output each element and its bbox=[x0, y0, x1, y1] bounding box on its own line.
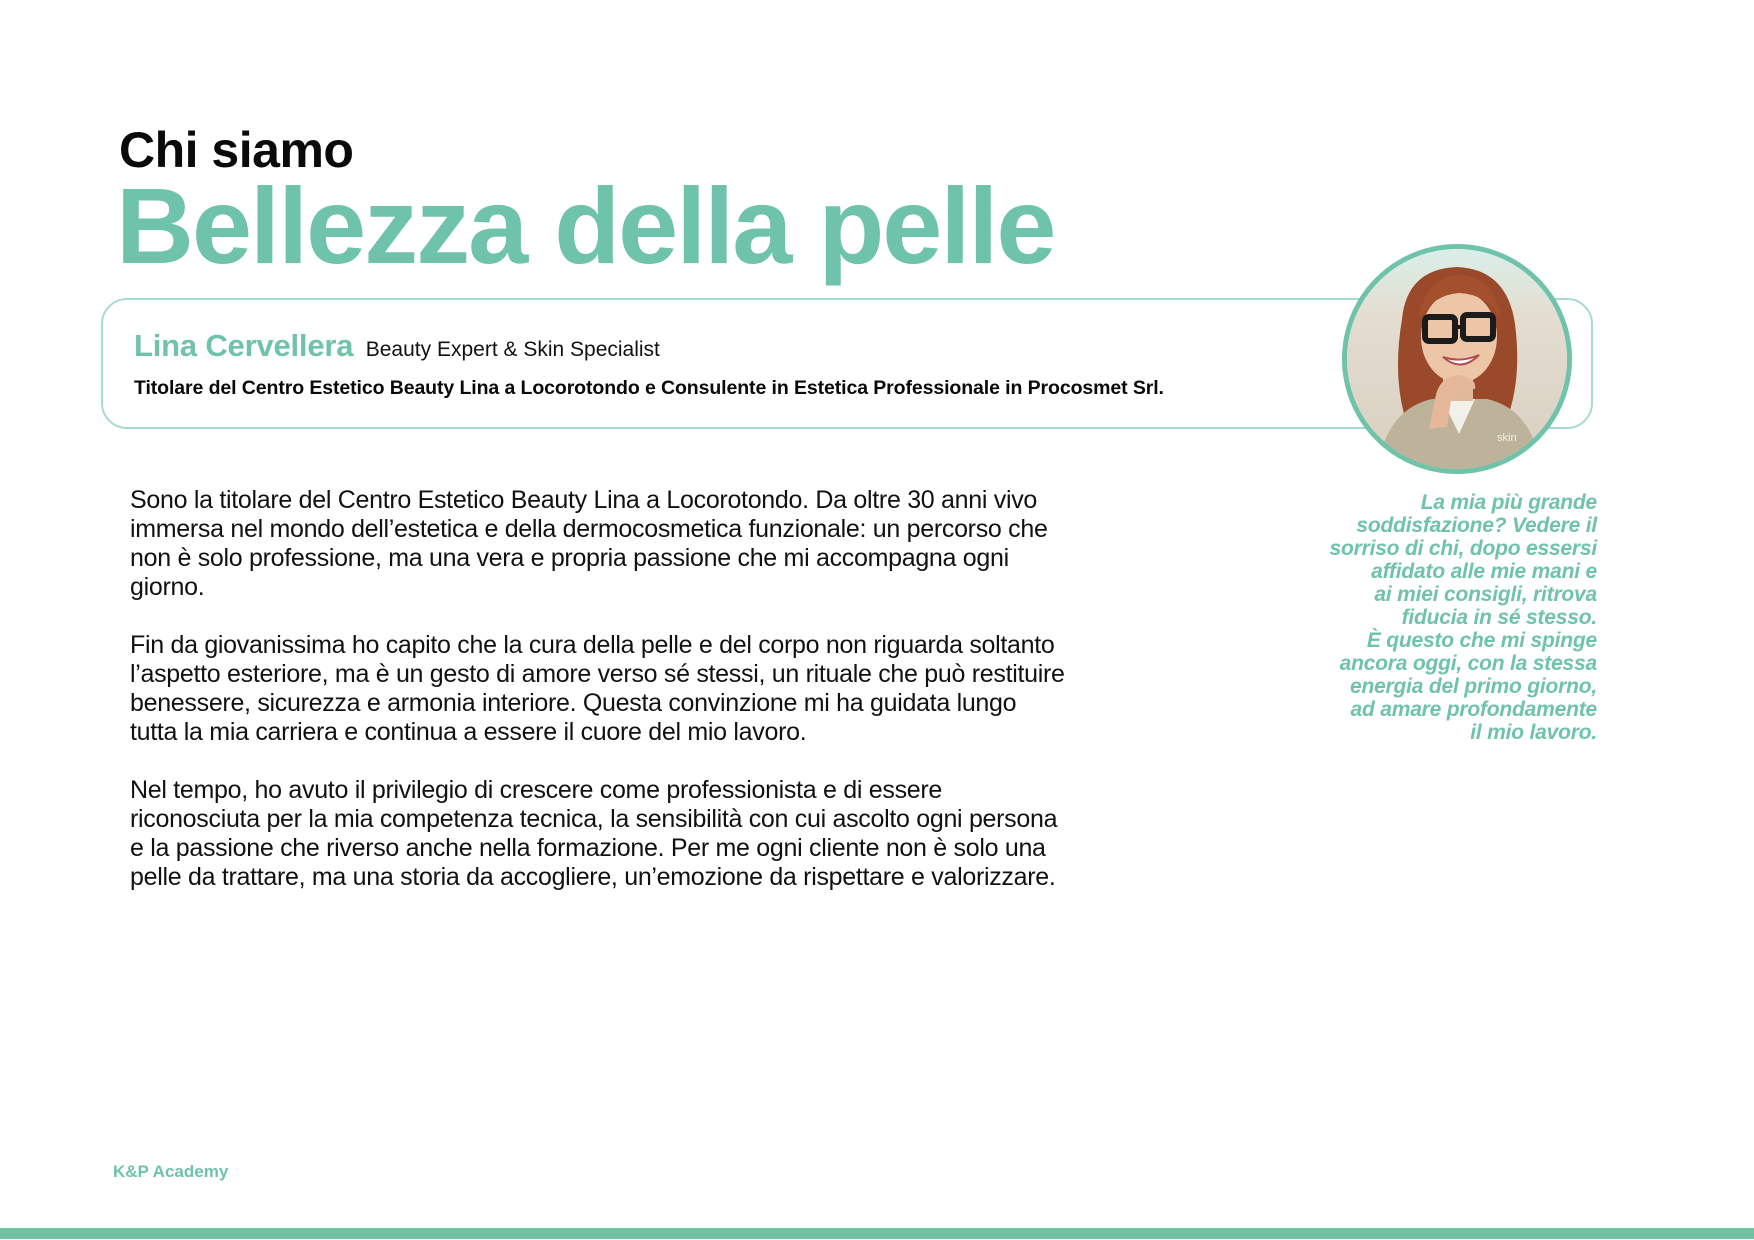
body-paragraph: Sono la titolare del Centro Estetico Beauty Lina a Locorotondo. Da oltre 30 anni vivo immersa nel mondo dell’estetica e della dermocosmetica funzionale: un percorso che non è solo professione, ma una vera e propria passione che mi accompagna ogni giorno. bbox=[130, 486, 1048, 601]
page-title: Bellezza della pelle bbox=[116, 165, 1055, 286]
quote-line: fiducia in sé stesso. bbox=[1401, 606, 1597, 629]
portrait-illustration bbox=[1347, 249, 1567, 469]
quote-line: affidato alle mie mani e bbox=[1371, 560, 1597, 583]
profile-role: Beauty Expert & Skin Specialist bbox=[365, 338, 660, 361]
profile-photo bbox=[1342, 244, 1572, 474]
quote-line: sorriso di chi, dopo essersi bbox=[1329, 537, 1597, 560]
footer-bar bbox=[0, 1228, 1754, 1239]
profile-name: Lina Cervellera bbox=[134, 328, 354, 363]
quote-line: La mia più grande bbox=[1420, 491, 1597, 514]
quote-line: ad amare profondamente bbox=[1350, 698, 1597, 721]
quote-line: soddisfazione? Vedere il bbox=[1356, 514, 1597, 537]
profile-description: Titolare del Centro Estetico Beauty Lina a Locorotondo e Consulente in Estetica Professionale in Procosmet Srl. bbox=[134, 377, 1164, 399]
section-kicker: Chi siamo bbox=[119, 122, 354, 178]
body-paragraph: Nel tempo, ho avuto il privilegio di crescere come professionista e di essere riconosciuta per la mia competenza tecnica, la sensibilità con cui ascolto ogni persona e la passione che riverso anche nella formazione. Per me ogni cliente non è solo una pelle da trattare, ma una storia da accogliere, un’emozione da rispettare e valorizzare. bbox=[130, 776, 1058, 891]
body-text bbox=[130, 486, 1070, 921]
quote-line: ancora oggi, con la stessa bbox=[1339, 652, 1597, 675]
body-paragraph: Fin da giovanissima ho capito che la cura della pelle e del corpo non riguarda soltanto l’aspetto esteriore, ma è un gesto di amore verso sé stessi, un rituale che può restituire benessere, sicurezza e armonia interiore. Questa convinzione mi ha guidata lungo tutta la mia carriera e continua a essere il cuore del mio lavoro. bbox=[130, 631, 1065, 746]
svg-text:skin: skin bbox=[1497, 432, 1517, 444]
quote-line: il mio lavoro. bbox=[1470, 721, 1597, 744]
footer-brand: K&P Academy bbox=[113, 1162, 229, 1181]
pull-quote bbox=[1277, 491, 1597, 744]
quote-line: ai miei consigli, ritrova bbox=[1374, 583, 1597, 606]
profile-name-row bbox=[134, 328, 660, 364]
quote-line: È questo che mi spinge bbox=[1366, 629, 1597, 652]
quote-line: energia del primo giorno, bbox=[1349, 675, 1597, 698]
